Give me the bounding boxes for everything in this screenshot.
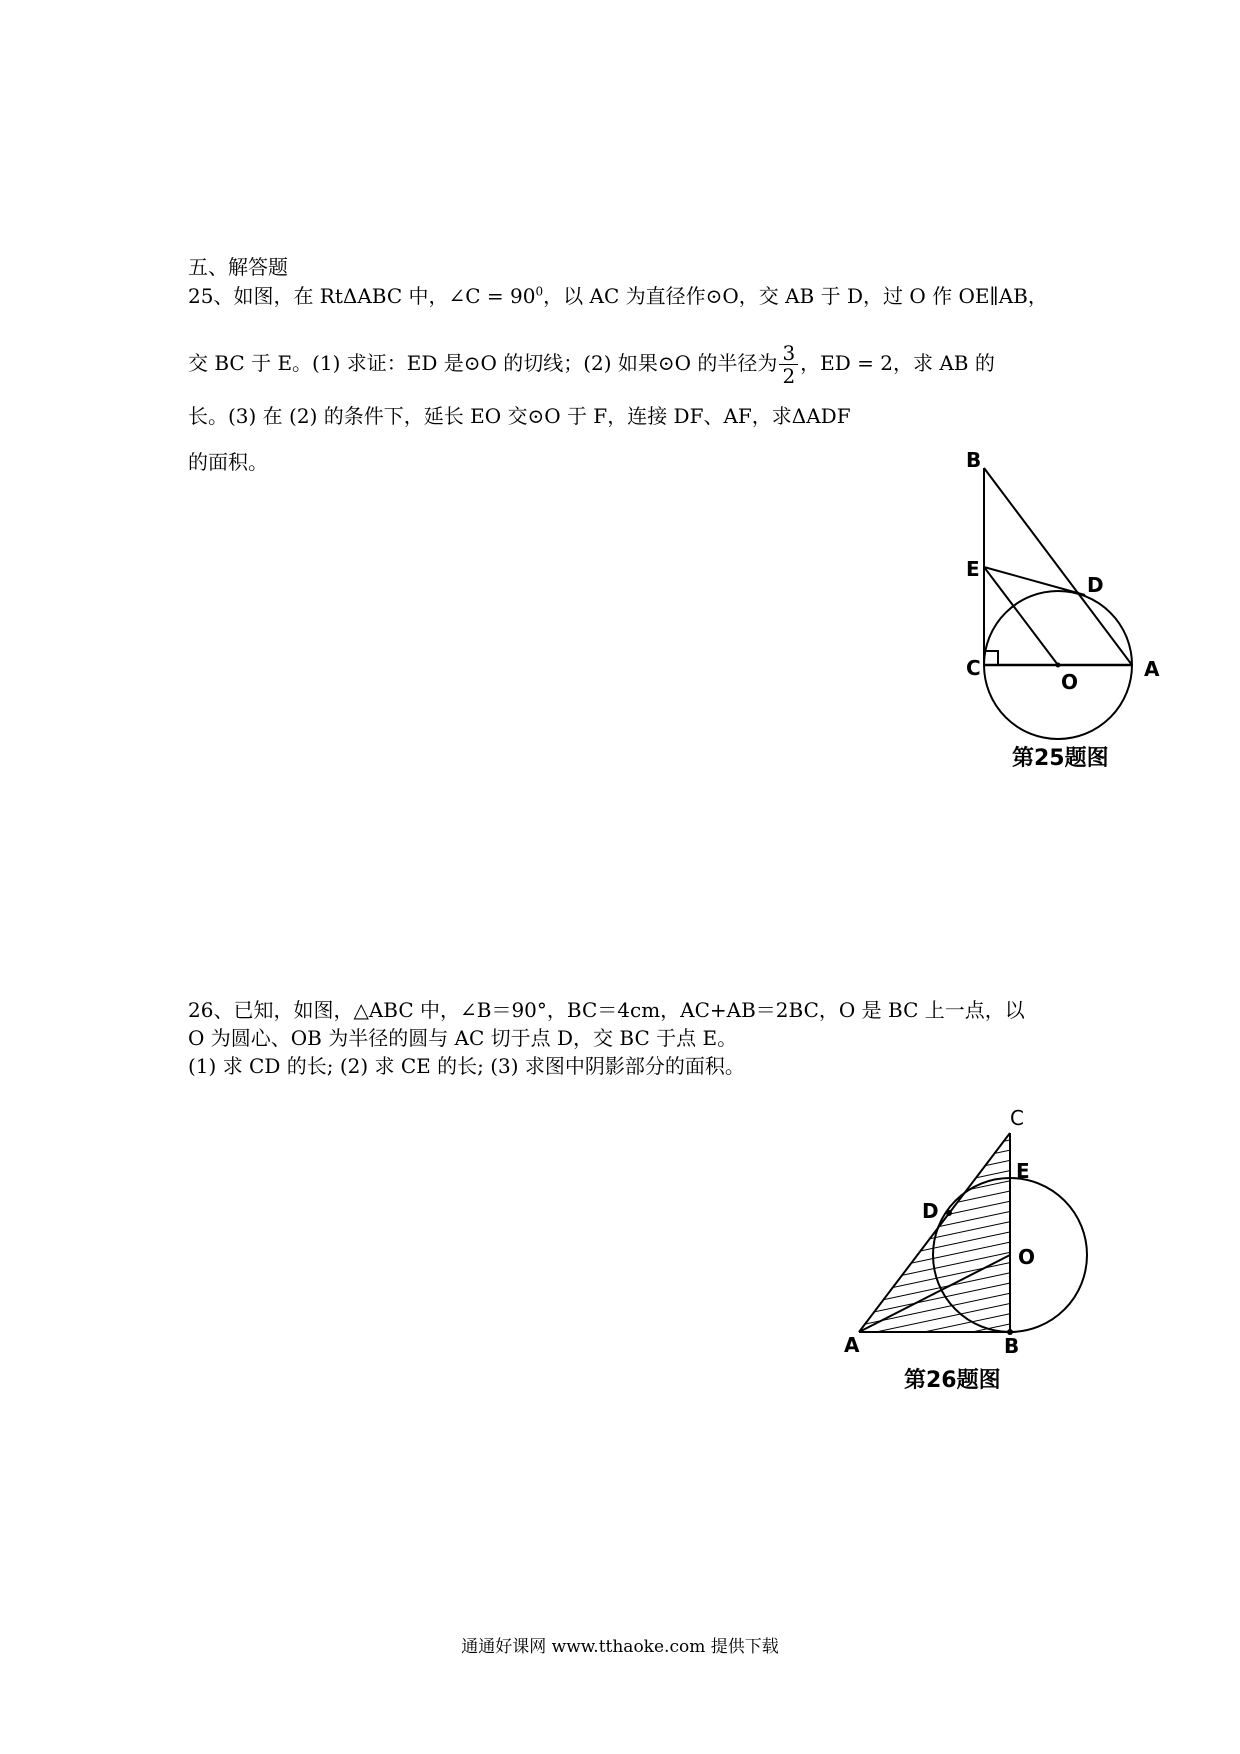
q25-label-d: D — [1087, 573, 1104, 597]
q26-line-2: O 为圆心、OB 为半径的圆与 AC 切于点 D，交 BC 于点 E。 — [188, 1026, 738, 1050]
q25-fraction-denominator: 2 — [782, 364, 796, 388]
q25-label-o: O — [1061, 670, 1079, 694]
q25-line-2-a: 交 BC 于 E。(1) 求证：ED 是⊙O 的切线；(2) 如果⊙O 的半径为 — [188, 351, 778, 375]
q25-label-b: B — [966, 448, 982, 472]
q25-label-e: E — [966, 557, 980, 581]
q26-label-d: D — [922, 1199, 939, 1223]
q25-caption: 第25题图 — [1012, 746, 1109, 771]
q26-label-b: B — [1004, 1334, 1020, 1358]
q26-point-d — [946, 1210, 952, 1216]
q25-degree-sup: 0 — [535, 284, 544, 299]
q25-label-a: A — [1144, 657, 1160, 681]
section-title: 五、解答题 — [188, 255, 288, 279]
q25-line-3: 长。(3) 在 (2) 的条件下，延长 EO 交⊙O 于 F，连接 DF、AF，求ΔADF — [188, 404, 851, 428]
q26-line-1: 26、已知，如图，△ABC 中，∠B＝90°，BC＝4cm，AC+AB＝2BC，O 是 BC 上一点，以 — [188, 998, 1025, 1022]
q26-label-c: C — [1010, 1106, 1024, 1130]
q25-line-4: 的面积。 — [188, 450, 268, 474]
page-footer: 通通好课网 www.tthaoke.com 提供下载 — [461, 1637, 779, 1657]
q26-line-3: (1) 求 CD 的长; (2) 求 CE 的长; (3) 求图中阴影部分的面积。 — [188, 1054, 745, 1078]
q26-label-o: O — [1018, 1245, 1036, 1269]
q26-label-a: A — [844, 1333, 860, 1357]
q25-line-1-rest: ，以 AC 为直径作⊙O，交 AB 于 D，过 O 作 OE∥AB， — [543, 284, 1048, 308]
q25-fraction-numerator: 3 — [779, 342, 798, 365]
q25-line-1-text: 25、如图，在 RtΔABC 中，∠C = 90 — [188, 284, 536, 308]
q25-label-c: C — [966, 656, 981, 680]
q26-label-e: E — [1016, 1159, 1030, 1183]
q26-caption: 第26题图 — [904, 1368, 1001, 1393]
q25-line-2-b: ，ED = 2，求 AB 的 — [800, 351, 995, 375]
